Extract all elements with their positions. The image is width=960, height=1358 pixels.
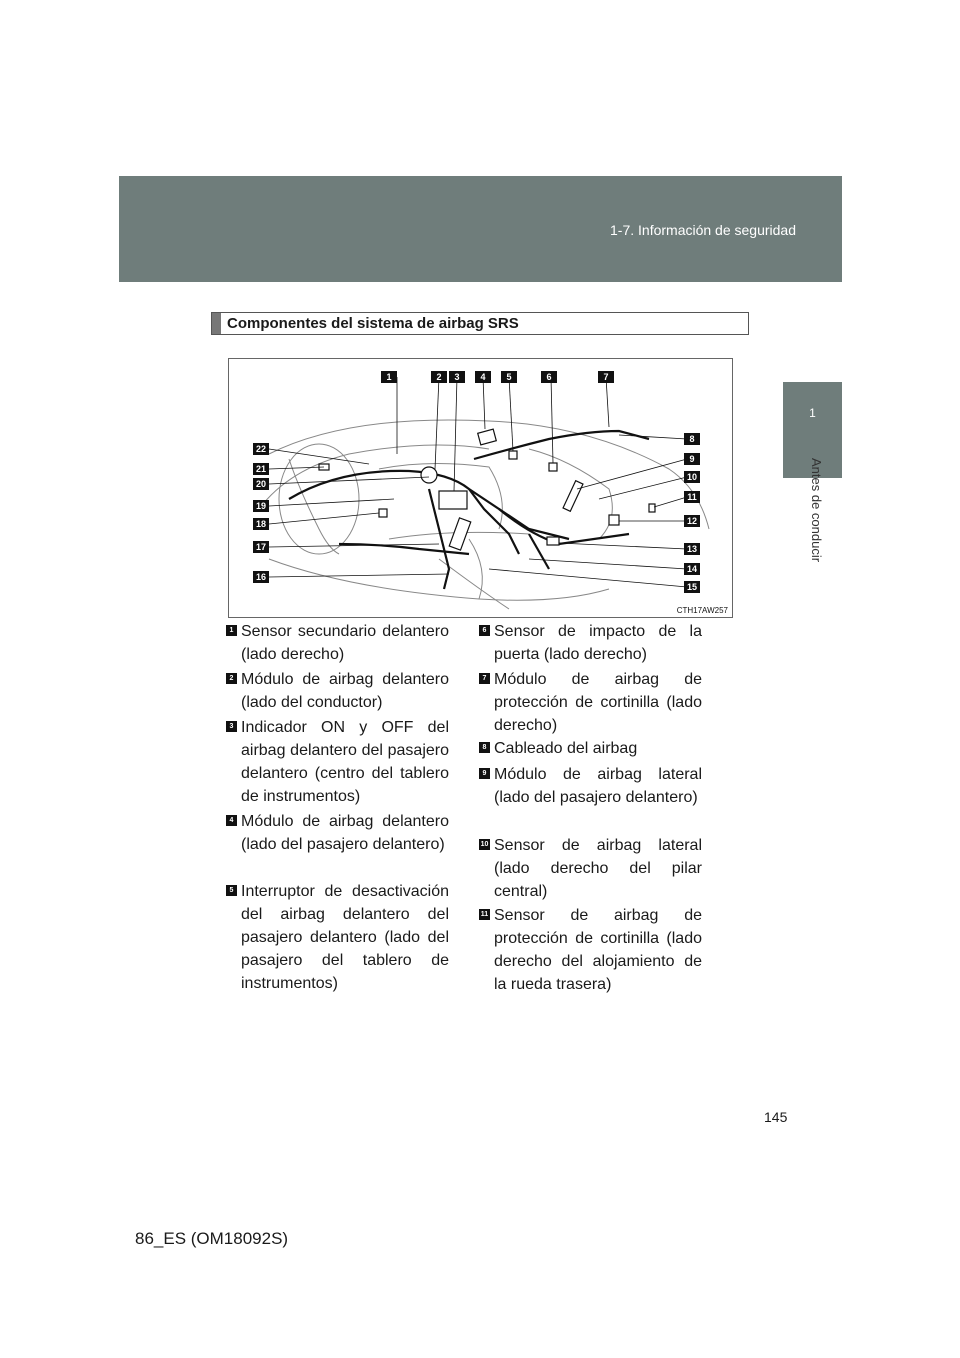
legend-item (229, 880, 449, 995)
chapter-section-title: 1-7. Información de seguridad (610, 222, 796, 238)
legend-item (229, 716, 449, 808)
figure-code: CTH17AW257 (676, 606, 728, 615)
legend-marker: 6 (479, 625, 490, 636)
legend-text: Módulo de airbag de protección de cortinilla (lado derecho) (494, 671, 702, 734)
legend-marker: 1 (226, 625, 237, 636)
callout-17: 17 (253, 541, 269, 553)
chapter-number: 1 (809, 406, 816, 420)
legend-item (482, 620, 702, 666)
callout-20: 20 (253, 478, 269, 490)
legend-item (480, 834, 702, 903)
callout-15: 15 (684, 581, 700, 593)
legend-marker: 9 (479, 768, 490, 779)
callout-8: 8 (684, 433, 700, 445)
car-interior-illustration (229, 359, 733, 618)
document-code: 86_ES (OM18092S) (135, 1229, 289, 1248)
airbag-components-figure (228, 358, 733, 618)
legend-text: Módulo de airbag lateral (lado del pasajero delantero) (494, 766, 702, 806)
callout-7: 7 (598, 371, 614, 383)
callout-2: 2 (431, 371, 447, 383)
section-heading-bar (212, 313, 221, 334)
page-number: 145 (764, 1109, 788, 1125)
legend-item (229, 620, 449, 666)
section-heading: Componentes del sistema de airbag SRS (227, 315, 519, 332)
legend-item (482, 763, 702, 809)
legend-text: Sensor secundario delantero (lado derecho) (241, 623, 449, 663)
legend-item (229, 810, 449, 856)
legend-item (229, 668, 449, 714)
callout-5: 5 (501, 371, 517, 383)
legend-marker: 11 (480, 911, 489, 918)
legend-marker: 10 (480, 841, 489, 848)
callout-13: 13 (684, 543, 700, 555)
chapter-header-band (119, 176, 842, 282)
callout-3: 3 (449, 371, 465, 383)
legend-text: Sensor de airbag de protección de cortinilla (lado derecho del alojamiento de la rueda trasera) (494, 907, 702, 993)
callout-1: 1 (381, 371, 397, 383)
legend-text: Sensor de impacto de la puerta (lado derecho) (494, 623, 702, 663)
legend-item (480, 904, 702, 996)
legend-marker: 2 (226, 673, 237, 684)
callout-9: 9 (684, 453, 700, 465)
callout-16: 16 (253, 571, 269, 583)
callout-10: 10 (684, 471, 700, 483)
legend-text: Interruptor de desactivación del airbag delantero del pasajero delantero (lado del pasajero del tablero de instrumentos) (241, 883, 449, 992)
legend-text: Cableado del airbag (494, 740, 638, 757)
legend-marker: 7 (479, 673, 490, 684)
legend-marker: 4 (226, 815, 237, 826)
callout-11: 11 (684, 491, 700, 503)
callout-21: 21 (253, 463, 269, 475)
callout-22: 22 (253, 443, 269, 455)
legend-text: Módulo de airbag delantero (lado del pasajero delantero) (241, 813, 449, 853)
callout-14: 14 (684, 563, 700, 575)
legend-text: Módulo de airbag delantero (lado del conductor) (241, 671, 449, 711)
legend-marker: 8 (479, 742, 490, 753)
legend-text: Indicador ON y OFF del airbag delantero del pasajero delantero (centro del tablero de instrumentos) (241, 719, 449, 805)
legend-item (482, 668, 702, 737)
legend-item (482, 737, 702, 760)
callout-19: 19 (253, 500, 269, 512)
section-heading-box (211, 312, 749, 335)
legend-marker: 3 (226, 721, 237, 732)
callout-6: 6 (541, 371, 557, 383)
callout-18: 18 (253, 518, 269, 530)
callout-12: 12 (684, 515, 700, 527)
callout-4: 4 (475, 371, 491, 383)
legend-marker: 5 (226, 885, 237, 896)
chapter-side-label: Antes de conducir (809, 458, 824, 563)
legend-text: Sensor de airbag lateral (lado derecho del pilar central) (494, 837, 702, 900)
